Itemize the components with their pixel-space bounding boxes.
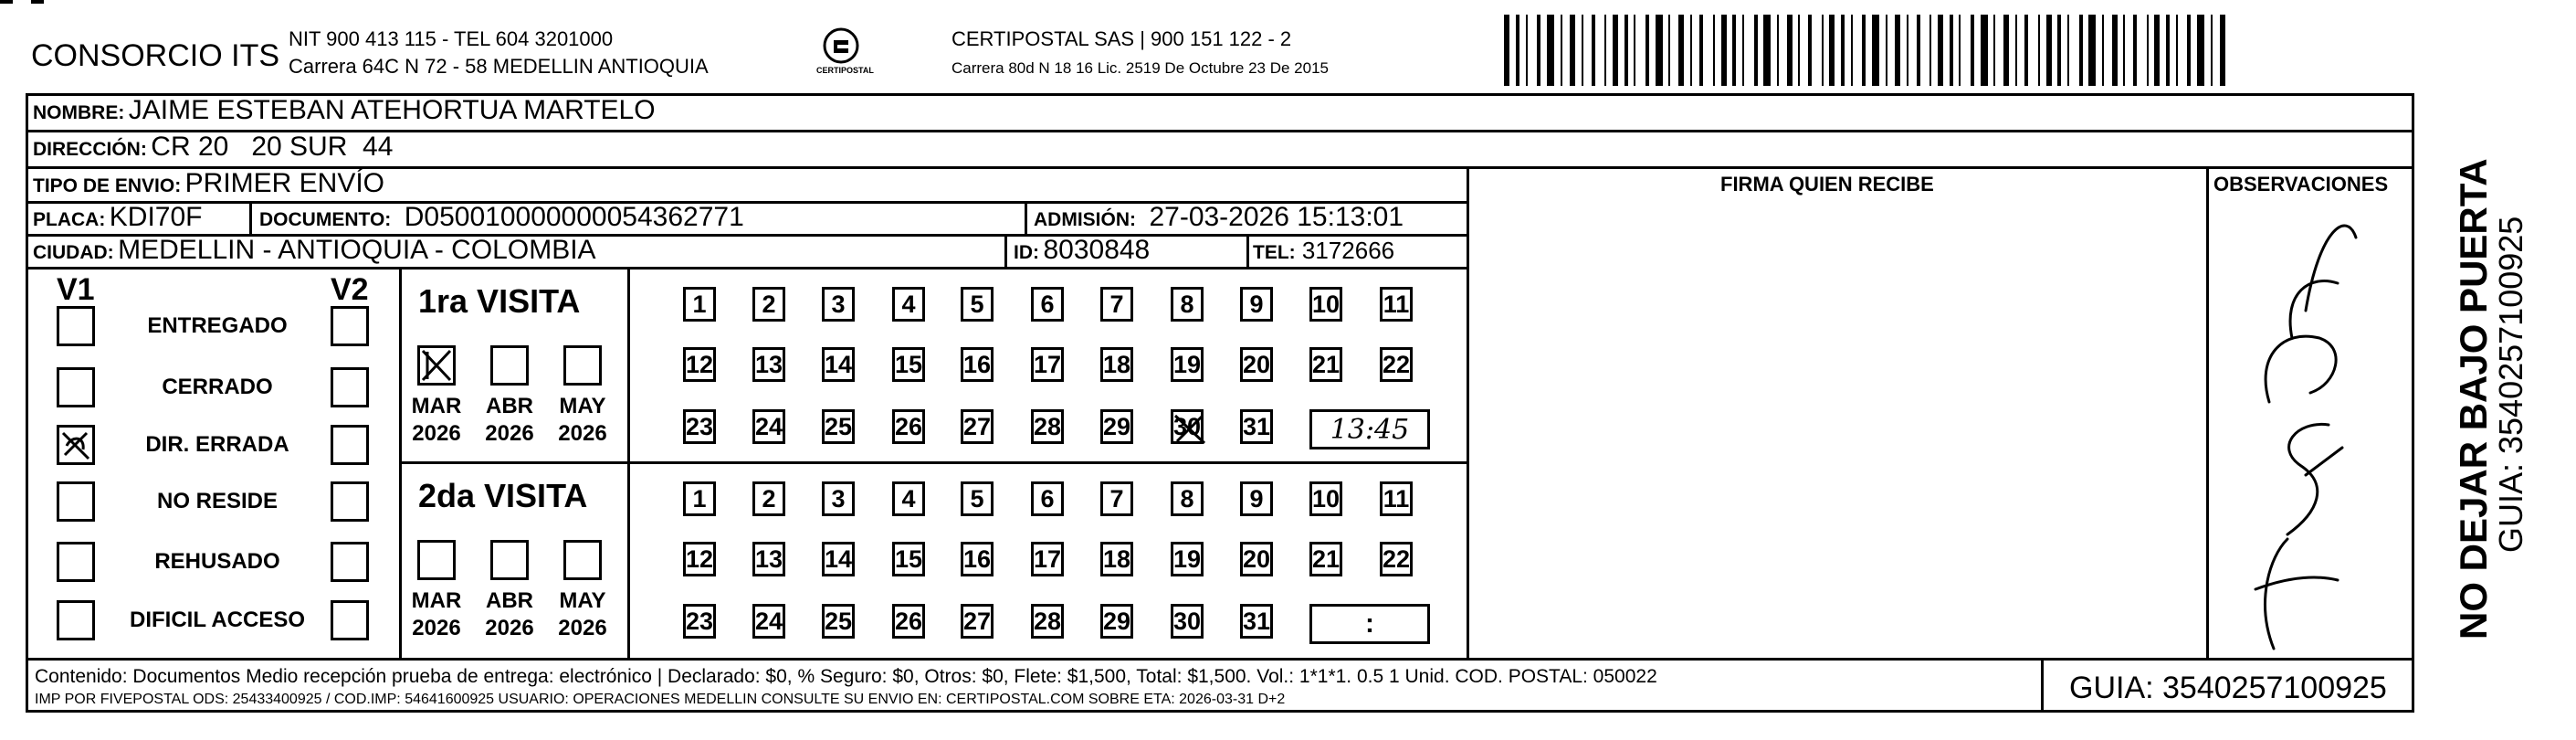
- status-option-label: REHUSADO: [154, 549, 280, 574]
- day-box-17[interactable]: [1031, 542, 1064, 576]
- barcode-bar: [1634, 15, 1635, 86]
- day-number: 31: [1242, 412, 1271, 440]
- day-number: 17: [1033, 544, 1062, 573]
- barcode-bar: [1516, 15, 1519, 86]
- barcode-bar: [1917, 15, 1920, 86]
- courier-name: CERTIPOSTAL SAS | 900 151 122 - 2: [952, 27, 1292, 50]
- barcode-bar: [2112, 15, 2118, 86]
- day-box-28[interactable]: [1031, 409, 1064, 444]
- day-number: 3: [831, 290, 846, 318]
- barcode-bar: [2102, 15, 2104, 86]
- status-option-label: NO RESIDE: [156, 489, 279, 513]
- documento-value: D050010000000054362771: [404, 202, 744, 232]
- day-number: 28: [1033, 607, 1062, 635]
- day-box-9[interactable]: [1240, 287, 1273, 322]
- footer-guia: GUIA: 3540257100925: [2069, 671, 2387, 705]
- day-box-1[interactable]: [683, 287, 716, 322]
- day-box-11[interactable]: [1380, 287, 1413, 322]
- barcode-bar: [1981, 15, 1988, 86]
- barcode-bar: [1678, 15, 1684, 86]
- barcode-bar: [2015, 15, 2017, 86]
- day-number: 29: [1102, 412, 1131, 440]
- barcode-bar: [1763, 15, 1771, 86]
- placa-label: PLACA:: [33, 209, 106, 230]
- day-number: 25: [824, 607, 853, 635]
- day-number: 27: [962, 607, 992, 635]
- month-year: 2026: [558, 421, 607, 446]
- day-number: 9: [1249, 290, 1264, 318]
- month-checkbox-abr[interactable]: [490, 540, 529, 580]
- day-box-8[interactable]: [1171, 481, 1204, 516]
- barcode-bar: [1959, 15, 1961, 86]
- tel-row: [1253, 238, 1394, 262]
- observaciones-label: OBSERVACIONES: [2213, 173, 2389, 196]
- barcode-bar: [1886, 15, 1887, 86]
- side-guia: GUIA: 3540257100925: [2492, 216, 2529, 553]
- barcode-bar: [1829, 15, 1835, 86]
- day-number: 18: [1102, 544, 1131, 573]
- day-box-26[interactable]: [892, 409, 925, 444]
- visit-time-box[interactable]: [1309, 604, 1430, 644]
- ciudad-value: MEDELLIN - ANTIOQUIA - COLOMBIA: [118, 235, 596, 265]
- day-number: 2: [762, 484, 776, 513]
- day-box-5[interactable]: [961, 287, 994, 322]
- day-box-19[interactable]: [1171, 542, 1204, 576]
- tel-value: 3172666: [1301, 237, 1395, 264]
- day-number: 10: [1311, 484, 1341, 513]
- documento-row: [259, 204, 744, 231]
- barcode-bar: [1851, 15, 1853, 86]
- day-box-6[interactable]: [1031, 287, 1064, 322]
- barcode-bar: [1547, 15, 1554, 86]
- barcode-bar: [1798, 15, 1800, 86]
- month-checkbox-mar[interactable]: [417, 540, 456, 580]
- barcode-bar: [1808, 15, 1812, 86]
- day-number: 5: [970, 290, 984, 318]
- day-number: 23: [685, 607, 714, 635]
- month-name: MAY: [559, 394, 606, 418]
- barcode-bar: [1537, 15, 1540, 86]
- day-box-21[interactable]: [1309, 542, 1342, 576]
- x-mark-icon: [1173, 412, 1206, 447]
- day-box-3[interactable]: [822, 481, 855, 516]
- v2-label: V2: [331, 272, 369, 307]
- tipo-value: PRIMER ENVÍO: [184, 168, 385, 198]
- day-number: 12: [685, 544, 714, 573]
- barcode-bar: [1656, 15, 1663, 86]
- month-year: 2026: [558, 616, 607, 640]
- ciudad-label: CIUDAD:: [33, 242, 114, 263]
- v2-checkbox-dir-errada[interactable]: [331, 425, 369, 465]
- day-number: 16: [962, 544, 992, 573]
- nombre-label: NOMBRE:: [33, 102, 125, 123]
- day-box-12[interactable]: [683, 347, 716, 382]
- nombre-row: [33, 97, 656, 124]
- day-number: 10: [1311, 290, 1341, 318]
- day-box-14[interactable]: [822, 542, 855, 576]
- day-number: 8: [1180, 484, 1194, 513]
- day-box-31[interactable]: [1240, 604, 1273, 639]
- company-nit: NIT 900 413 115 - TEL 604 3201000: [289, 27, 614, 50]
- barcode-bar: [2211, 15, 2213, 86]
- tipo-label: TIPO DE ENVIO:: [33, 175, 182, 196]
- month-name: ABR: [486, 394, 533, 418]
- tipo-row: [33, 170, 384, 197]
- barcode-bar: [1624, 15, 1628, 86]
- month-year: 2026: [485, 421, 534, 446]
- barcode-bar: [1971, 15, 1974, 86]
- barcode-bar: [1613, 15, 1618, 86]
- barcode-bar: [2176, 15, 2178, 86]
- barcode-bar: [2187, 15, 2191, 86]
- day-box-15[interactable]: [892, 542, 925, 576]
- day-box-1[interactable]: [683, 481, 716, 516]
- day-box-23[interactable]: [683, 409, 716, 444]
- day-box-4[interactable]: [892, 481, 925, 516]
- day-number: 20: [1242, 544, 1271, 573]
- barcode-bar: [1907, 15, 1908, 86]
- day-number: 8: [1180, 290, 1194, 318]
- barcode-bar: [2197, 15, 2204, 86]
- barcode-bar: [1950, 15, 1953, 86]
- v2-checkbox-rehusado[interactable]: [331, 542, 369, 582]
- barcode: [1502, 15, 2233, 88]
- day-number: 7: [1109, 290, 1124, 318]
- day-number: 30: [1172, 412, 1202, 440]
- barcode-bar: [1872, 15, 1879, 86]
- admision-label: ADMISIÓN:: [1034, 209, 1136, 230]
- day-number: 3: [831, 484, 846, 513]
- day-number: 15: [894, 350, 923, 378]
- day-box-20[interactable]: [1240, 347, 1273, 382]
- day-number: 26: [894, 607, 923, 635]
- day-number: 25: [824, 412, 853, 440]
- day-box-3[interactable]: [822, 287, 855, 322]
- month-checkbox-abr[interactable]: [490, 345, 529, 386]
- visit-title: 2da VISITA: [418, 477, 588, 514]
- day-box-17[interactable]: [1031, 347, 1064, 382]
- day-number: 24: [754, 412, 783, 440]
- barcode-bar: [1592, 15, 1595, 86]
- day-number: 22: [1382, 544, 1411, 573]
- month-name: MAR: [411, 588, 462, 613]
- day-number: 21: [1311, 350, 1341, 378]
- direccion-row: [33, 133, 393, 161]
- courier-license: Carrera 80d N 18 16 Lic. 2519 De Octubre 23 De 2015: [952, 59, 1329, 77]
- day-number: 4: [901, 290, 916, 318]
- barcode-bar: [2166, 15, 2170, 86]
- day-box-28[interactable]: [1031, 604, 1064, 639]
- barcode-bar: [2123, 15, 2125, 86]
- day-number: 6: [1040, 290, 1055, 318]
- day-box-2[interactable]: [752, 481, 785, 516]
- day-number: 23: [685, 412, 714, 440]
- day-number: 30: [1172, 607, 1202, 635]
- x-mark-icon: [420, 348, 453, 383]
- certipostal-logo: [809, 26, 873, 80]
- day-box-10[interactable]: [1309, 481, 1342, 516]
- day-box-11[interactable]: [1380, 481, 1413, 516]
- month-checkbox-mar[interactable]: [417, 345, 456, 386]
- company-name: CONSORCIO ITS: [31, 38, 280, 73]
- day-box-10[interactable]: [1309, 287, 1342, 322]
- barcode-bar: [1561, 15, 1562, 86]
- barcode-bar: [2079, 15, 2083, 86]
- barcode-bar: [2003, 15, 2009, 86]
- day-number: 1: [692, 290, 707, 318]
- day-box-24[interactable]: [752, 409, 785, 444]
- day-box-18[interactable]: [1100, 347, 1133, 382]
- admision-row: [1034, 204, 1404, 231]
- day-box-8[interactable]: [1171, 287, 1204, 322]
- month-label: [409, 587, 464, 642]
- nombre-value: JAIME ESTEBAN ATEHORTUA MARTELO: [128, 95, 656, 125]
- visit-time: 13:45: [1330, 413, 1410, 446]
- barcode-bar: [1713, 15, 1715, 86]
- day-number: 15: [894, 544, 923, 573]
- day-number: 19: [1172, 544, 1202, 573]
- barcode-bar: [1526, 15, 1528, 86]
- id-row: [1014, 237, 1150, 264]
- corner-mark: [0, 0, 13, 4]
- day-number: 5: [970, 484, 984, 513]
- status-option-label: DIR. ERRADA: [145, 432, 289, 457]
- no-dejar-bajo-puerta: NO DEJAR BAJO PUERTA: [2452, 158, 2495, 640]
- barcode-bar: [1787, 15, 1793, 86]
- day-number: 24: [754, 607, 783, 635]
- month-year: 2026: [412, 616, 461, 640]
- barcode-bar: [1742, 15, 1744, 86]
- day-box-29[interactable]: [1100, 604, 1133, 639]
- day-box-26[interactable]: [892, 604, 925, 639]
- day-box-23[interactable]: [683, 604, 716, 639]
- barcode-bar: [2088, 15, 2096, 86]
- month-name: MAR: [411, 394, 462, 418]
- day-box-25[interactable]: [822, 604, 855, 639]
- day-number: 2: [762, 290, 776, 318]
- day-number: 14: [824, 544, 853, 573]
- day-box-22[interactable]: [1380, 542, 1413, 576]
- day-number: 19: [1172, 350, 1202, 378]
- visit-title: 1ra VISITA: [418, 282, 581, 320]
- direccion-value: CR 20 20 SUR 44: [151, 132, 394, 162]
- day-box-13[interactable]: [752, 542, 785, 576]
- direccion-label: DIRECCIÓN:: [33, 139, 147, 160]
- barcode-bar: [2220, 15, 2225, 86]
- barcode-bar: [1754, 15, 1758, 86]
- company-address: Carrera 64C N 72 - 58 MEDELLIN ANTIOQUIA: [289, 55, 709, 78]
- barcode-bar: [1777, 15, 1779, 86]
- day-box-13[interactable]: [752, 347, 785, 382]
- barcode-bar: [1604, 15, 1606, 86]
- day-box-14[interactable]: [822, 347, 855, 382]
- barcode-bar: [1668, 15, 1670, 86]
- day-box-20[interactable]: [1240, 542, 1273, 576]
- day-number: 17: [1033, 350, 1062, 378]
- barcode-bar: [1504, 15, 1509, 86]
- v2-checkbox-no-reside[interactable]: [331, 481, 369, 522]
- day-number: 7: [1109, 484, 1124, 513]
- barcode-bar: [1841, 15, 1845, 86]
- day-number: 22: [1382, 350, 1411, 378]
- day-box-16[interactable]: [961, 347, 994, 382]
- footer-contenido: Contenido: Documentos Medio recepción prueba de entrega: electrónico | Declarado: $0, % Seguro: $0, Otros: $0, Flete: $1,500, Total: $1,500. Vol.: 1*1*1. 0.5 1 Unid. COD. POSTAL: 050022: [35, 666, 1657, 687]
- day-box-9[interactable]: [1240, 481, 1273, 516]
- day-number: 1: [692, 484, 707, 513]
- barcode-bar: [1993, 15, 1995, 86]
- barcode-bar: [2046, 15, 2052, 86]
- admision-value: 27-03-2026 15:13:01: [1149, 202, 1404, 232]
- status-option-label: ENTREGADO: [147, 313, 288, 338]
- day-box-30[interactable]: [1171, 604, 1204, 639]
- day-box-30[interactable]: [1171, 409, 1204, 444]
- corner-mark: [31, 0, 44, 4]
- day-number: 11: [1383, 484, 1410, 513]
- id-label: ID:: [1014, 242, 1039, 263]
- placa-value: KDI70F: [109, 202, 203, 232]
- status-option-label: CERRADO: [162, 375, 273, 399]
- month-year: 2026: [412, 421, 461, 446]
- day-box-31[interactable]: [1240, 409, 1273, 444]
- day-number: 21: [1311, 544, 1341, 573]
- month-checkbox-may[interactable]: [563, 345, 602, 386]
- day-number: 12: [685, 350, 714, 378]
- day-number: 14: [824, 350, 853, 378]
- recipient-signature: [2219, 174, 2383, 658]
- day-number: 29: [1102, 607, 1131, 635]
- day-box-24[interactable]: [752, 604, 785, 639]
- day-box-18[interactable]: [1100, 542, 1133, 576]
- footer-imp: IMP POR FIVEPOSTAL ODS: 25433400925 / COD.IMP: 54641600925 USUARIO: OPERACIONES MEDELLIN CONSULTE SU ENVIO EN: CERTIPOSTAL.COM SOBRE ETA: 2026-03-31 D+2: [35, 692, 1286, 707]
- month-label: [555, 587, 610, 642]
- barcode-bar: [1645, 15, 1649, 86]
- visit-time-box[interactable]: [1309, 409, 1430, 449]
- barcode-bar: [1570, 15, 1575, 86]
- day-box-7[interactable]: [1100, 287, 1133, 322]
- documento-label: DOCUMENTO:: [259, 209, 392, 230]
- day-box-5[interactable]: [961, 481, 994, 516]
- barcode-bar: [1822, 15, 1824, 86]
- day-box-4[interactable]: [892, 287, 925, 322]
- barcode-bar: [1582, 15, 1583, 86]
- logo-text: CERTIPOSTAL: [816, 66, 874, 75]
- barcode-bar: [1862, 15, 1866, 86]
- month-checkbox-may[interactable]: [563, 540, 602, 580]
- day-box-25[interactable]: [822, 409, 855, 444]
- day-box-7[interactable]: [1100, 481, 1133, 516]
- day-number: 4: [901, 484, 916, 513]
- day-number: 28: [1033, 412, 1062, 440]
- day-box-21[interactable]: [1309, 347, 1342, 382]
- month-label: [555, 393, 610, 448]
- barcode-bar: [2038, 15, 2040, 86]
- barcode-bar: [2147, 15, 2149, 86]
- barcode-bar: [1721, 15, 1727, 86]
- visit-time: :: [1365, 608, 1374, 639]
- month-label: [409, 393, 464, 448]
- ciudad-row: [33, 237, 596, 264]
- month-year: 2026: [485, 616, 534, 640]
- id-value: 8030848: [1043, 235, 1151, 265]
- day-number: 11: [1383, 290, 1410, 318]
- day-box-2[interactable]: [752, 287, 785, 322]
- day-number: 6: [1040, 484, 1055, 513]
- v2-checkbox-cerrado[interactable]: [331, 367, 369, 407]
- month-name: ABR: [486, 588, 533, 613]
- day-number: 13: [754, 544, 783, 573]
- day-box-16[interactable]: [961, 542, 994, 576]
- day-number: 26: [894, 412, 923, 440]
- barcode-bar: [2154, 15, 2160, 86]
- tel-label: TEL:: [1253, 242, 1296, 263]
- barcode-bar: [1938, 15, 1943, 86]
- day-number: 31: [1242, 607, 1271, 635]
- barcode-bar: [1690, 15, 1692, 86]
- barcode-bar: [2133, 15, 2137, 86]
- day-box-15[interactable]: [892, 347, 925, 382]
- day-number: 20: [1242, 350, 1271, 378]
- day-box-27[interactable]: [961, 409, 994, 444]
- barcode-bar: [2024, 15, 2028, 86]
- barcode-bar: [1895, 15, 1900, 86]
- v2-checkbox-dificil-acceso[interactable]: [331, 600, 369, 640]
- day-box-22[interactable]: [1380, 347, 1413, 382]
- status-option-label: DIFICIL ACCESO: [129, 608, 305, 632]
- barcode-bar: [1699, 15, 1703, 86]
- v2-checkbox-entregado[interactable]: [331, 306, 369, 346]
- day-box-19[interactable]: [1171, 347, 1204, 382]
- v1-label: V1: [57, 272, 95, 307]
- day-number: 18: [1102, 350, 1131, 378]
- placa-row: [33, 204, 203, 231]
- month-label: [482, 393, 537, 448]
- day-box-27[interactable]: [961, 604, 994, 639]
- barcode-bar: [2057, 15, 2061, 86]
- month-label: [482, 587, 537, 642]
- day-number: 9: [1249, 484, 1264, 513]
- day-number: 27: [962, 412, 992, 440]
- month-name: MAY: [559, 588, 606, 613]
- day-box-12[interactable]: [683, 542, 716, 576]
- barcode-bar: [1732, 15, 1736, 86]
- day-box-29[interactable]: [1100, 409, 1133, 444]
- barcode-bar: [2067, 15, 2069, 86]
- day-number: 16: [962, 350, 992, 378]
- day-number: 13: [754, 350, 783, 378]
- day-box-6[interactable]: [1031, 481, 1064, 516]
- barcode-bar: [1929, 15, 1931, 86]
- firma-label: FIRMA QUIEN RECIBE: [1720, 173, 1934, 196]
